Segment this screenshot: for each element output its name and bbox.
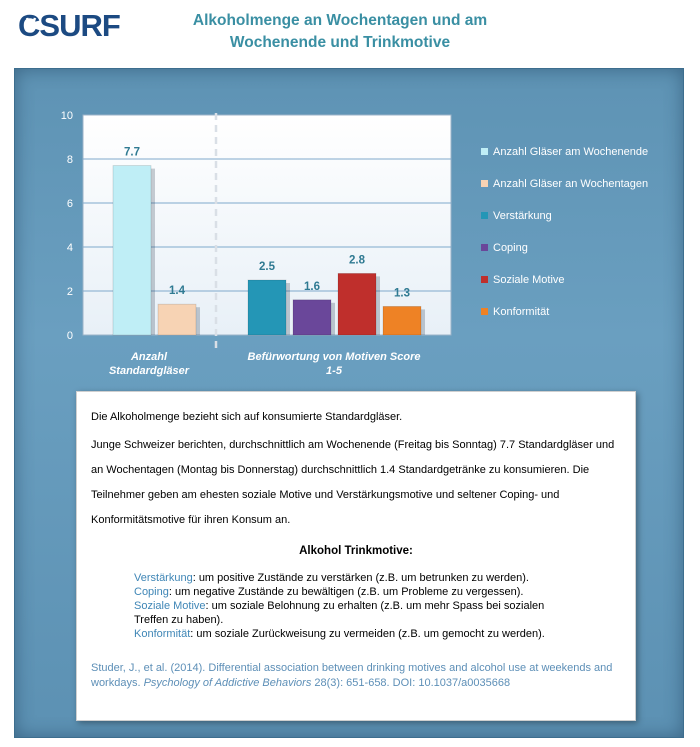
legend-swatch [481, 244, 488, 251]
value-label: 1.3 [394, 287, 410, 300]
intro-text: Die Alkoholmenge bezieht sich auf konsumierte Standardgläser. [91, 411, 403, 423]
motive-desc: : um soziale Belohnung zu erhalten (z.B. um mehr Spass bei sozialen Treffen zu haben). [134, 600, 545, 626]
citation [91, 661, 621, 691]
motive-item [134, 627, 574, 641]
motive-term: Coping [134, 586, 169, 598]
y-tick-label: 2 [66, 286, 73, 298]
legend-swatch [481, 148, 488, 155]
category-label: Anzahl Standardgläser [108, 351, 190, 377]
bar-4 [293, 300, 331, 335]
bar-1 [113, 166, 151, 335]
category-label: Befürwortung von Motiven Score 1-5 [247, 351, 421, 377]
legend-swatch [481, 308, 488, 315]
motive-item [134, 599, 574, 627]
motive-desc: : um positive Zustände zu verstärken (z.B. um betrunken zu werden). [192, 572, 529, 584]
y-tick-label: 6 [66, 198, 73, 210]
legend-label: Coping [493, 242, 528, 254]
y-tick-label: 8 [66, 154, 73, 166]
motive-desc: : um soziale Zurückweisung zu vermeiden (z.B. um gemocht zu werden). [190, 628, 545, 640]
bar-2 [158, 304, 196, 335]
legend-label: Soziale Motive [493, 274, 565, 286]
legend-label: Konformität [493, 306, 550, 318]
motive-list [134, 571, 574, 641]
value-label: 1.4 [169, 285, 185, 298]
bar-6 [383, 306, 421, 335]
citation-main: Studer, J., et al. (2014). Differential association between drinking motives and alcohol use at weekends and workdays. [91, 662, 613, 689]
description-box [76, 391, 636, 721]
bar-5 [338, 273, 376, 335]
citation-journal: Psychology of Addictive Behaviors [143, 677, 312, 689]
value-label: 2.5 [259, 261, 275, 273]
motive-term: Soziale Motive [134, 600, 206, 612]
svg-text:CSURF: CSURF [18, 8, 120, 42]
motive-desc: : um negative Zustände zu bewältigen (z.B. um Probleme zu vergessen). [168, 586, 524, 598]
motive-term: Verstärkung [134, 572, 193, 584]
page-title: Alkoholmenge an Wochentagen und am Wochenende und Trinkmotive [192, 12, 488, 51]
motive-item [134, 585, 574, 599]
body-text: Junge Schweizer berichten, durchschnittlich am Wochenende (Freitag bis Sonntag) 7.7 Standardgläser und an Wochentagen (Montag bis Donnerstag) durchschnittlich 1.4 Standardgetränke zu konsumieren. Die Teilnehmer geben am ehesten soziale Motive und Verstärkungsmotive und seltener Coping- und Konformitätsmotive für ihren Konsum an. [91, 439, 615, 526]
legend-label: Verstärkung [493, 210, 552, 222]
citation-tail: 28(3): 651-658. DOI: 10.1037/a0035668 [314, 677, 511, 689]
value-label: 1.6 [304, 280, 320, 293]
chart-frame [14, 68, 684, 738]
value-label: 2.8 [349, 254, 365, 267]
bar-3 [248, 280, 286, 335]
legend-swatch [481, 180, 488, 187]
csurf-logo [18, 8, 138, 42]
y-tick-label: 4 [66, 242, 73, 254]
legend-label: Anzahl Gläser am Wochenende [493, 146, 649, 158]
value-label: 7.7 [124, 146, 140, 159]
legend-swatch [481, 212, 488, 219]
motive-heading: Alkohol Trinkmotive: [299, 545, 413, 557]
motive-term: Konformität [134, 628, 191, 640]
y-tick-label: 0 [66, 330, 73, 342]
motive-item [134, 571, 574, 585]
legend-label: Anzahl Gläser an Wochentagen [493, 178, 649, 190]
legend-swatch [481, 276, 488, 283]
bar-chart [15, 69, 683, 389]
y-tick-label: 10 [60, 110, 73, 122]
